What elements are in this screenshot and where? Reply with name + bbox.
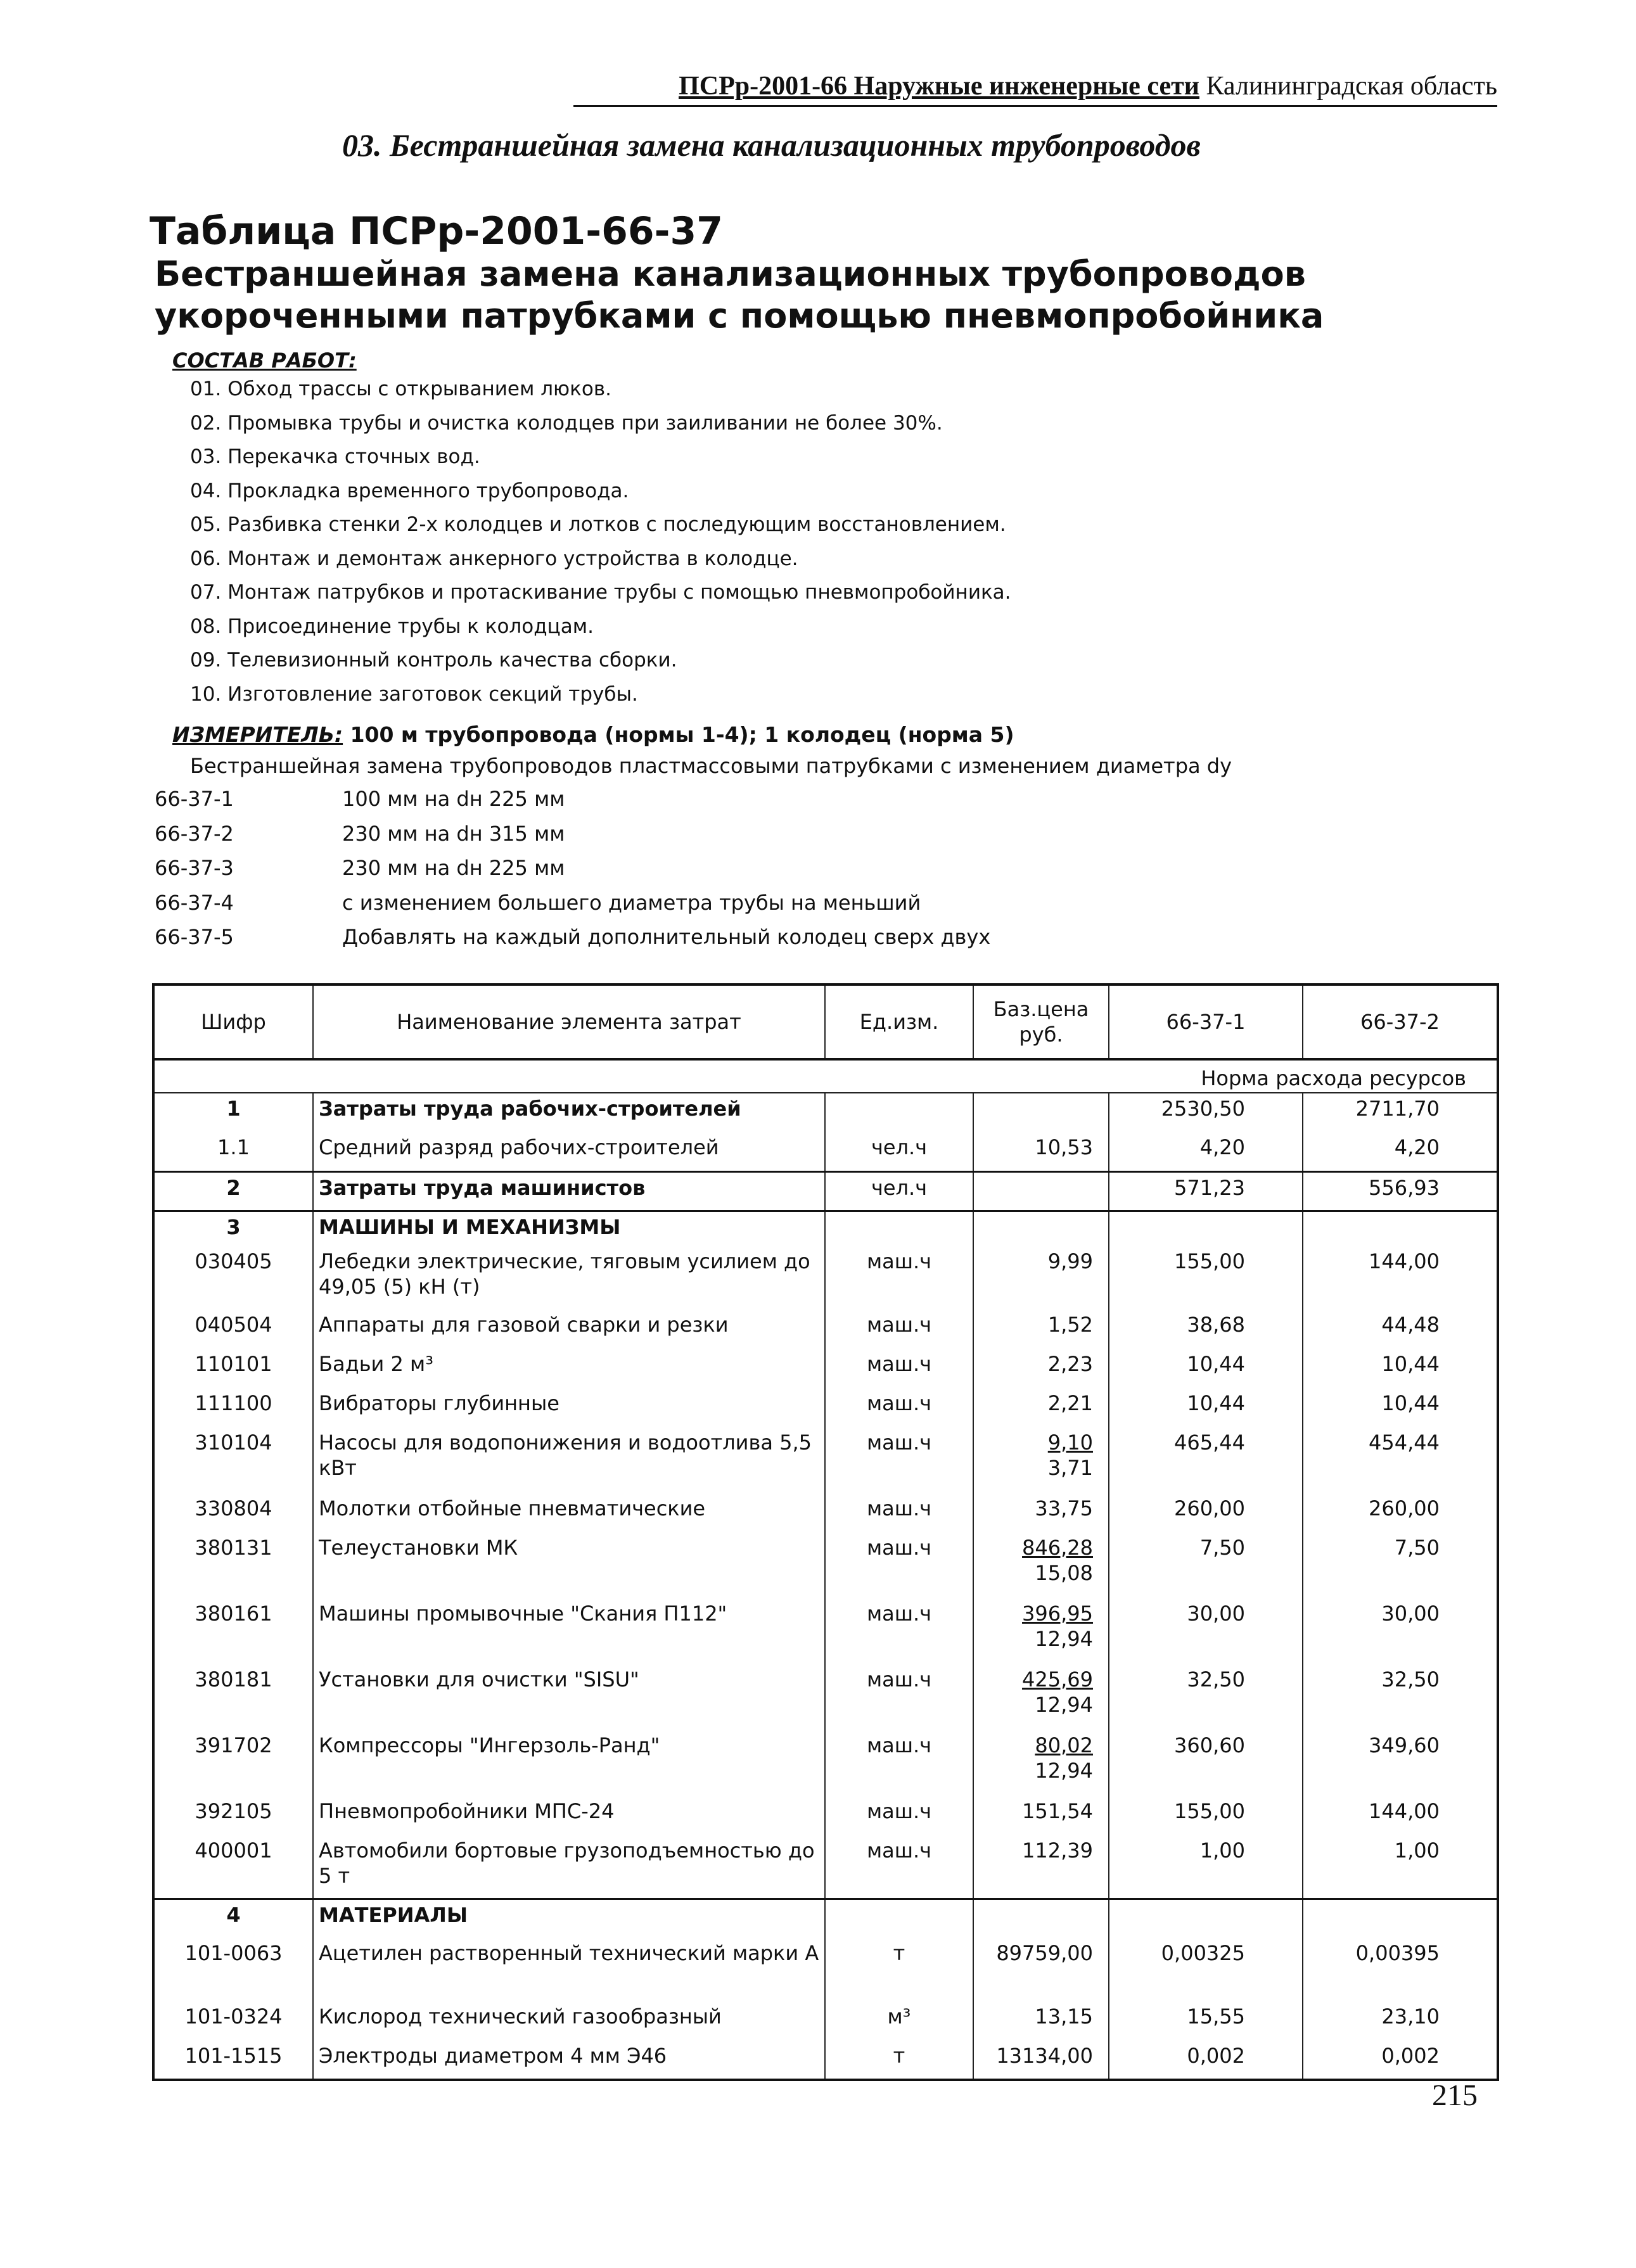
header-price (973, 984, 1109, 1059)
composition-heading: СОСТАВ РАБОТ: (172, 348, 357, 373)
row-code: 040504 (153, 1309, 313, 1349)
row-value-66-37-2: 30,00 (1303, 1598, 1498, 1664)
row-value-66-37-2: 23,10 (1303, 2001, 1498, 2041)
table-body (153, 1093, 1498, 2080)
norm-description: 230 мм на dн 225 мм (342, 856, 565, 880)
row-unit (825, 1899, 973, 1938)
table-row (153, 1598, 1498, 1664)
norm-label: Норма расхода ресурсов (153, 1059, 1498, 1093)
row-value-66-37-1: 32,50 (1109, 1664, 1303, 1730)
measure-line (172, 722, 1014, 747)
row-base-price (973, 1730, 1109, 1796)
norm-code: 66-37-4 (155, 890, 234, 915)
table-row (153, 1730, 1498, 1796)
row-name: Ацетилен растворенный технический марки А (313, 1938, 825, 2001)
row-name: Лебедки электрические, тяговым усилием до 49,05 (5) кН (т) (313, 1246, 825, 1309)
row-name: Установки для очистки "SISU" (313, 1664, 825, 1730)
row-base-price-value: 89759,00 (996, 1941, 1093, 1965)
row-value-66-37-2: 10,44 (1303, 1388, 1498, 1427)
row-base-price-secondary: 12,94 (1035, 1627, 1093, 1651)
header-rule (573, 105, 1497, 107)
row-name: Кислород технический газообразный (313, 2001, 825, 2041)
row-value-66-37-1: 155,00 (1109, 1796, 1303, 1835)
table-title: Бестраншейная замена канализационных трубопроводов укороченными патрубками с помощью пневмопробойника (155, 254, 1324, 336)
measure-label: ИЗМЕРИТЕЛЬ: (172, 722, 343, 747)
row-base-price (973, 1211, 1109, 1246)
row-value-66-37-1: 2530,50 (1109, 1093, 1303, 1132)
row-unit (825, 1211, 973, 1246)
header-code: Шифр (153, 984, 313, 1059)
table-row (153, 1211, 1498, 1246)
row-code: 391702 (153, 1730, 313, 1796)
row-value-66-37-1: 465,44 (1109, 1427, 1303, 1493)
table-row (153, 1427, 1498, 1493)
row-value-66-37-1: 0,002 (1109, 2041, 1303, 2080)
row-base-price-secondary: 12,94 (1035, 1693, 1093, 1717)
row-name: Компрессоры "Ингерзоль-Ранд" (313, 1730, 825, 1796)
row-name: Автомобили бортовые грузоподъемностью до 5 т (313, 1835, 825, 1899)
norm-code-row (155, 787, 1295, 822)
norm-description: Добавлять на каждый дополнительный колодец сверх двух (342, 925, 991, 949)
table-row (153, 1309, 1498, 1349)
row-base-price-value: 13134,00 (996, 2044, 1093, 2068)
row-base-price-value: 112,39 (1022, 1838, 1093, 1863)
table-row (153, 1664, 1498, 1730)
row-base-price (973, 1246, 1109, 1309)
norm-description: 100 мм на dн 225 мм (342, 787, 565, 811)
table-row (153, 2041, 1498, 2080)
norm-description: с изменением большего диаметра трубы на меньший (342, 890, 921, 915)
row-code: 4 (153, 1899, 313, 1938)
row-code: 101-0324 (153, 2001, 313, 2041)
row-base-price (973, 1427, 1109, 1493)
work-item: 02. Промывка трубы и очистка колодцев при заиливании не более 30%. (190, 411, 943, 435)
row-unit: чел.ч (825, 1171, 973, 1211)
row-value-66-37-1: 7,50 (1109, 1532, 1303, 1598)
row-unit (825, 1093, 973, 1132)
row-base-price-value: 425,69 (1022, 1667, 1093, 1691)
row-base-price-value: 10,53 (1035, 1135, 1093, 1159)
row-base-price (973, 1664, 1109, 1730)
row-value-66-37-1: 10,44 (1109, 1349, 1303, 1388)
row-name: МАТЕРИАЛЫ (313, 1899, 825, 1938)
row-unit: маш.ч (825, 1730, 973, 1796)
row-name: Пневмопробойники МПС-24 (313, 1796, 825, 1835)
norm-code: 66-37-3 (155, 856, 234, 880)
row-value-66-37-1: 15,55 (1109, 2001, 1303, 2041)
row-base-price (973, 1132, 1109, 1171)
row-value-66-37-1: 4,20 (1109, 1132, 1303, 1171)
row-code: 380131 (153, 1532, 313, 1598)
row-value-66-37-2: 144,00 (1303, 1796, 1498, 1835)
row-base-price (973, 1899, 1109, 1938)
row-name: Затраты труда машинистов (313, 1171, 825, 1211)
row-base-price (973, 1598, 1109, 1664)
row-name: Молотки отбойные пневматические (313, 1493, 825, 1532)
row-code: 2 (153, 1171, 313, 1211)
row-unit: маш.ч (825, 1493, 973, 1532)
row-code: 1 (153, 1093, 313, 1132)
row-base-price-secondary: 12,94 (1035, 1759, 1093, 1783)
header-title: ПСРр-2001-66 Наружные инженерные сети (679, 72, 1199, 101)
row-base-price (973, 1493, 1109, 1532)
row-value-66-37-1: 10,44 (1109, 1388, 1303, 1427)
row-unit: маш.ч (825, 1246, 973, 1309)
row-value-66-37-2: 0,002 (1303, 2041, 1498, 2080)
work-item: 05. Разбивка стенки 2-х колодцев и лотков с последующим восстановлением. (190, 513, 1006, 536)
row-unit: т (825, 2041, 973, 2080)
row-name: Затраты труда рабочих-строителей (313, 1093, 825, 1132)
row-code: 380161 (153, 1598, 313, 1664)
row-name: Электроды диаметром 4 мм Э46 (313, 2041, 825, 2080)
row-name: Средний разряд рабочих-строителей (313, 1132, 825, 1171)
norm-code: 66-37-2 (155, 821, 234, 846)
section-title: 03. Бестраншейная замена канализационных трубопроводов (342, 127, 1201, 163)
table-row (153, 1899, 1498, 1938)
row-code: 392105 (153, 1796, 313, 1835)
row-value-66-37-2: 10,44 (1303, 1349, 1498, 1388)
header-col2: 66-37-2 (1303, 984, 1498, 1059)
row-code: 030405 (153, 1246, 313, 1309)
row-base-price-value: 13,15 (1035, 2004, 1093, 2029)
row-value-66-37-2: 556,93 (1303, 1171, 1498, 1211)
row-unit: маш.ч (825, 1532, 973, 1598)
row-value-66-37-2: 44,48 (1303, 1309, 1498, 1349)
row-base-price (973, 1388, 1109, 1427)
row-unit: т (825, 1938, 973, 2001)
page-number: 215 (1432, 2079, 1478, 2112)
row-code: 330804 (153, 1493, 313, 1532)
work-item: 09. Телевизионный контроль качества сборки. (190, 649, 677, 672)
row-base-price-value: 33,75 (1035, 1496, 1093, 1520)
resource-norms-table (152, 983, 1499, 2081)
table-subtitle: Бестраншейная замена трубопроводов пластмассовыми патрубками с изменением диаметра dу (190, 754, 1232, 778)
row-value-66-37-2: 454,44 (1303, 1427, 1498, 1493)
row-base-price (973, 1309, 1109, 1349)
row-code: 310104 (153, 1427, 313, 1493)
work-item: 07. Монтаж патрубков и протаскивание трубы с помощью пневмопробойника. (190, 581, 1011, 604)
row-value-66-37-2: 2711,70 (1303, 1093, 1498, 1132)
row-unit: маш.ч (825, 1309, 973, 1349)
norm-description: 230 мм на dн 315 мм (342, 821, 565, 846)
row-code: 111100 (153, 1388, 313, 1427)
work-item: 06. Монтаж и демонтаж анкерного устройства в колодце. (190, 547, 798, 570)
work-item: 04. Прокладка временного трубопровода. (190, 479, 629, 502)
row-base-price (973, 1796, 1109, 1835)
row-base-price-value: 151,54 (1022, 1799, 1093, 1823)
row-value-66-37-2 (1303, 1899, 1498, 1938)
row-unit: маш.ч (825, 1664, 973, 1730)
row-name: Телеустановки МК (313, 1532, 825, 1598)
row-value-66-37-1: 155,00 (1109, 1246, 1303, 1309)
row-unit: м³ (825, 2001, 973, 2041)
norm-code-row (155, 925, 1295, 960)
row-value-66-37-1: 260,00 (1109, 1493, 1303, 1532)
row-value-66-37-2: 7,50 (1303, 1532, 1498, 1598)
row-base-price (973, 1835, 1109, 1899)
table-row (153, 1246, 1498, 1309)
row-base-price-secondary: 3,71 (1047, 1456, 1093, 1480)
row-code: 110101 (153, 1349, 313, 1388)
measure-value: 100 м трубопровода (нормы 1-4); 1 колодец (норма 5) (350, 722, 1014, 747)
row-base-price-value: 9,10 (1047, 1430, 1093, 1455)
table-row (153, 2001, 1498, 2041)
header-region: Калининградская область (1206, 72, 1497, 101)
table-row (153, 1532, 1498, 1598)
row-value-66-37-1: 30,00 (1109, 1598, 1303, 1664)
work-item: 01. Обход трассы с открыванием люков. (190, 378, 611, 400)
table-row (153, 1132, 1498, 1171)
row-name: Бадьи 2 м³ (313, 1349, 825, 1388)
row-value-66-37-2: 260,00 (1303, 1493, 1498, 1532)
row-value-66-37-2: 144,00 (1303, 1246, 1498, 1309)
row-name: Вибраторы глубинные (313, 1388, 825, 1427)
row-unit: маш.ч (825, 1796, 973, 1835)
row-base-price-value: 80,02 (1035, 1733, 1093, 1757)
norm-code: 66-37-5 (155, 925, 234, 949)
norm-code: 66-37-1 (155, 787, 234, 811)
work-list (190, 378, 1521, 717)
work-item: 08. Присоединение трубы к колодцам. (190, 615, 594, 638)
table-row (153, 1171, 1498, 1211)
row-unit: маш.ч (825, 1598, 973, 1664)
header-price-line2: руб. (1019, 1023, 1063, 1047)
row-value-66-37-1: 38,68 (1109, 1309, 1303, 1349)
table-row (153, 1796, 1498, 1835)
row-value-66-37-1: 0,00325 (1109, 1938, 1303, 2001)
row-base-price-value: 1,52 (1047, 1313, 1093, 1337)
header-name: Наименование элемента затрат (313, 984, 825, 1059)
table-id: Таблица ПСРр-2001-66-37 (150, 209, 724, 253)
row-code: 380181 (153, 1664, 313, 1730)
row-code: 101-0063 (153, 1938, 313, 2001)
header-col1: 66-37-1 (1109, 984, 1303, 1059)
header-unit: Ед.изм. (825, 984, 973, 1059)
running-header (573, 71, 1497, 101)
row-value-66-37-1: 571,23 (1109, 1171, 1303, 1211)
row-base-price-value: 396,95 (1022, 1602, 1093, 1626)
work-item: 03. Перекачка сточных вод. (190, 445, 480, 468)
row-unit: маш.ч (825, 1835, 973, 1899)
row-unit: маш.ч (825, 1388, 973, 1427)
row-base-price (973, 2041, 1109, 2080)
row-unit: маш.ч (825, 1349, 973, 1388)
row-unit: маш.ч (825, 1427, 973, 1493)
row-base-price-secondary: 15,08 (1035, 1561, 1093, 1585)
header-price-line1: Баз.цена (993, 997, 1089, 1021)
row-value-66-37-2 (1303, 1211, 1498, 1246)
row-name: МАШИНЫ И МЕХАНИЗМЫ (313, 1211, 825, 1246)
norm-codes-list (155, 787, 1295, 960)
row-value-66-37-2: 1,00 (1303, 1835, 1498, 1899)
norm-code-row (155, 891, 1295, 926)
row-base-price (973, 2001, 1109, 2041)
norm-code-row (155, 856, 1295, 891)
row-value-66-37-2: 4,20 (1303, 1132, 1498, 1171)
row-code: 1.1 (153, 1132, 313, 1171)
row-name: Аппараты для газовой сварки и резки (313, 1309, 825, 1349)
table-header-row (153, 984, 1498, 1059)
table-row (153, 1938, 1498, 2001)
row-code: 101-1515 (153, 2041, 313, 2080)
table-row (153, 1835, 1498, 1899)
work-item: 10. Изготовление заготовок секций трубы. (190, 682, 638, 706)
row-base-price (973, 1532, 1109, 1598)
row-value-66-37-2: 349,60 (1303, 1730, 1498, 1796)
table-row (153, 1493, 1498, 1532)
row-unit: чел.ч (825, 1132, 973, 1171)
norm-code-row (155, 822, 1295, 857)
table-row (153, 1349, 1498, 1388)
row-base-price (973, 1171, 1109, 1211)
row-base-price (973, 1349, 1109, 1388)
table-row (153, 1093, 1498, 1132)
row-base-price-value: 2,21 (1047, 1391, 1093, 1415)
row-code: 400001 (153, 1835, 313, 1899)
row-value-66-37-1: 1,00 (1109, 1835, 1303, 1899)
row-base-price-value: 9,99 (1047, 1249, 1093, 1273)
row-base-price (973, 1938, 1109, 2001)
row-base-price-value: 846,28 (1022, 1536, 1093, 1560)
row-value-66-37-1 (1109, 1211, 1303, 1246)
table-row (153, 1388, 1498, 1427)
row-code: 3 (153, 1211, 313, 1246)
norm-label-row (153, 1059, 1498, 1093)
row-base-price (973, 1093, 1109, 1132)
row-name: Машины промывочные "Скания П112" (313, 1598, 825, 1664)
row-name: Насосы для водопонижения и водоотлива 5,5 кВт (313, 1427, 825, 1493)
row-value-66-37-2: 32,50 (1303, 1664, 1498, 1730)
row-value-66-37-2: 0,00395 (1303, 1938, 1498, 2001)
row-base-price-value: 2,23 (1047, 1352, 1093, 1376)
row-value-66-37-1: 360,60 (1109, 1730, 1303, 1796)
row-value-66-37-1 (1109, 1899, 1303, 1938)
